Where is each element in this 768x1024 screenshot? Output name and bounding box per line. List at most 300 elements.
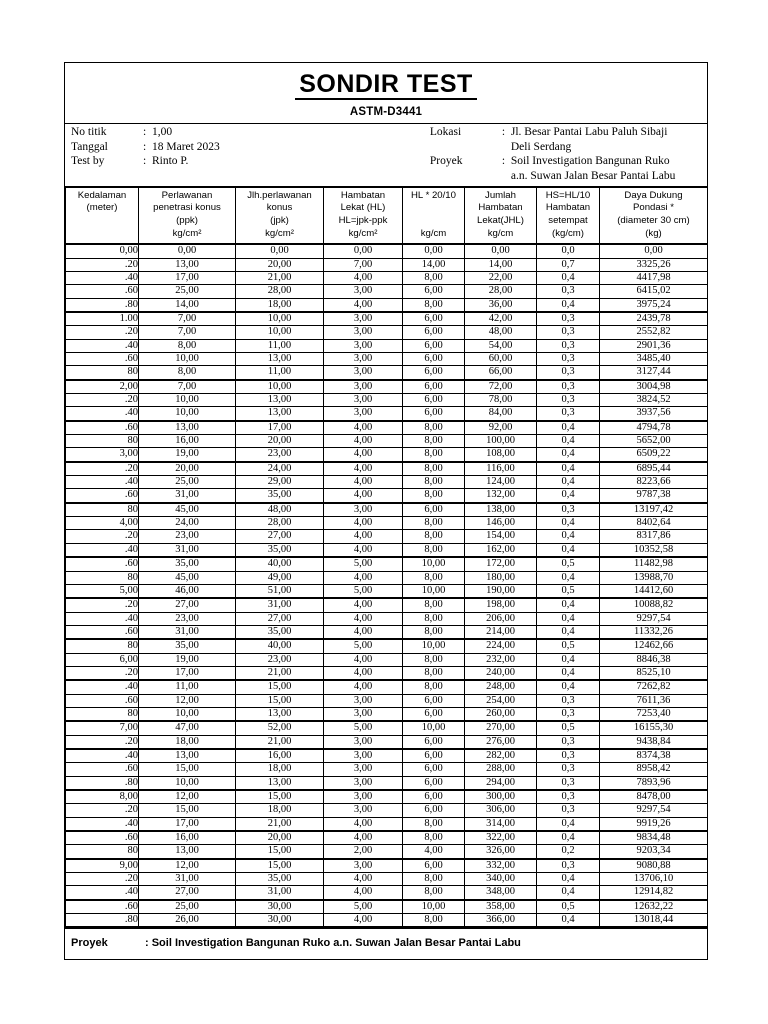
cell-jpk: 21,00 (236, 735, 324, 749)
cell-jpk: 16,00 (236, 749, 324, 763)
cell-ppk: 12,00 (139, 859, 236, 873)
table-row (66, 914, 708, 928)
table-row (66, 339, 708, 352)
cell-ppk: 25,00 (139, 900, 236, 914)
column-header-line: Jumlah (485, 189, 516, 201)
cell-jhl: 60,00 (465, 353, 537, 366)
cell-jpk: 18,00 (236, 298, 324, 312)
cell-ddp: 16155,30 (600, 721, 708, 735)
cell-jpk: 48,00 (236, 503, 324, 517)
cell-ddp: 3975,24 (600, 298, 708, 312)
column-header-7 (600, 187, 708, 244)
sondir-test-document (64, 62, 708, 960)
cell-jpk: 35,00 (236, 625, 324, 639)
cell-ddp: 12632,22 (600, 900, 708, 914)
meta-label (430, 170, 502, 185)
cell-depth: 0,00 (66, 244, 139, 258)
cell-ppk: 24,00 (139, 517, 236, 530)
cell-hs: 0,4 (537, 612, 600, 625)
cell-hl: 3,00 (324, 763, 403, 776)
cell-jhl: 294,00 (465, 776, 537, 790)
table-row (66, 721, 708, 735)
cell-hl: 3,00 (324, 312, 403, 326)
cell-hl: 4,00 (324, 476, 403, 489)
cell-depth: 4,00 (66, 517, 139, 530)
cell-jpk: 10,00 (236, 380, 324, 394)
cell-ddp: 12914,82 (600, 886, 708, 900)
cell-hs: 0,4 (537, 817, 600, 831)
meta-separator (502, 141, 511, 156)
cell-hl: 3,00 (324, 735, 403, 749)
column-header-line: HL * 20/10 (411, 189, 456, 201)
cell-ppk: 15,00 (139, 763, 236, 776)
cell-jpk: 11,00 (236, 339, 324, 352)
cell-depth: .40 (66, 680, 139, 694)
cell-ddp: 9297,54 (600, 612, 708, 625)
cell-ppk: 17,00 (139, 271, 236, 284)
cell-jhl: 288,00 (465, 763, 537, 776)
column-header-3 (324, 187, 403, 244)
cell-jpk: 35,00 (236, 489, 324, 503)
cell-depth: .20 (66, 326, 139, 339)
cell-hl: 5,00 (324, 721, 403, 735)
cell-depth: .40 (66, 543, 139, 557)
cell-ppk: 26,00 (139, 914, 236, 928)
cell-hl20: 8,00 (403, 598, 465, 612)
table-row (66, 298, 708, 312)
cell-ppk: 7,00 (139, 380, 236, 394)
cell-hl20: 6,00 (403, 707, 465, 721)
table-row (66, 776, 708, 790)
cell-hl20: 6,00 (403, 749, 465, 763)
cell-hs: 0,3 (537, 285, 600, 298)
cell-ddp: 3824,52 (600, 394, 708, 407)
cell-hl: 4,00 (324, 462, 403, 476)
cell-hl20: 8,00 (403, 530, 465, 543)
cell-hl20: 8,00 (403, 571, 465, 584)
cell-hs: 0,4 (537, 625, 600, 639)
cell-hl20: 10,00 (403, 584, 465, 598)
cell-jpk: 28,00 (236, 285, 324, 298)
cell-hs: 0,3 (537, 707, 600, 721)
cell-hl20: 8,00 (403, 448, 465, 462)
cell-ddp: 10088,82 (600, 598, 708, 612)
cell-ddp: 2439,78 (600, 312, 708, 326)
cell-depth: .60 (66, 625, 139, 639)
cell-ddp: 10352,58 (600, 543, 708, 557)
table-row (66, 421, 708, 435)
cell-jpk: 21,00 (236, 271, 324, 284)
cell-hl20: 6,00 (403, 394, 465, 407)
cell-ppk: 18,00 (139, 735, 236, 749)
cell-ddp: 8525,10 (600, 666, 708, 680)
cell-ppk: 10,00 (139, 776, 236, 790)
cell-jpk: 52,00 (236, 721, 324, 735)
cell-ddp: 3325,26 (600, 258, 708, 271)
cell-jhl: 172,00 (465, 557, 537, 571)
cell-jhl: 224,00 (465, 639, 537, 653)
cell-ddp: 7611,36 (600, 694, 708, 707)
metadata-block (65, 124, 707, 186)
column-header-line: HL=jpk-ppk (338, 214, 388, 226)
cell-hs: 0,5 (537, 721, 600, 735)
metadata-right-values (511, 126, 707, 184)
meta-label: Proyek (429, 155, 463, 168)
cell-jpk: 24,00 (236, 462, 324, 476)
cell-ddp: 7893,96 (600, 776, 708, 790)
cell-depth: 80 (66, 503, 139, 517)
meta-separator: : (143, 155, 147, 168)
cell-depth: 1.00 (66, 312, 139, 326)
cell-hl: 3,00 (324, 790, 403, 804)
cell-jhl: 22,00 (465, 271, 537, 284)
cell-hl: 4,00 (324, 435, 403, 448)
cell-hl: 3,00 (324, 380, 403, 394)
table-row (66, 625, 708, 639)
cell-hs: 0,3 (537, 394, 600, 407)
cell-hl20: 8,00 (403, 680, 465, 694)
cell-jhl: 348,00 (465, 886, 537, 900)
column-header-line: HS=HL/10 (545, 189, 591, 201)
cell-hl20: 6,00 (403, 776, 465, 790)
cell-jpk: 35,00 (236, 873, 324, 886)
cell-jhl: 146,00 (465, 517, 537, 530)
column-header-line: konus (266, 202, 293, 214)
column-header-line: kg/cm² (172, 227, 202, 239)
table-row (66, 380, 708, 394)
table-row (66, 763, 708, 776)
cell-ddp: 6509,22 (600, 448, 708, 462)
cell-ppk: 25,00 (139, 476, 236, 489)
cell-ppk: 19,00 (139, 653, 236, 666)
cell-hl20: 8,00 (403, 831, 465, 845)
cell-hl: 4,00 (324, 666, 403, 680)
cell-ppk: 45,00 (139, 503, 236, 517)
cell-jhl: 358,00 (465, 900, 537, 914)
cell-hl: 5,00 (324, 557, 403, 571)
cell-hs: 0,4 (537, 653, 600, 666)
cell-jpk: 18,00 (236, 763, 324, 776)
cell-hl: 4,00 (324, 271, 403, 284)
cell-hs: 0,4 (537, 666, 600, 680)
cell-jhl: 180,00 (465, 571, 537, 584)
cell-hl20: 0,00 (403, 244, 465, 258)
cell-hl20: 10,00 (403, 557, 465, 571)
cell-hl: 3,00 (324, 694, 403, 707)
cell-hs: 0,4 (537, 831, 600, 845)
cell-depth: 3,00 (66, 448, 139, 462)
table-row (66, 517, 708, 530)
cell-ppk: 0,00 (139, 244, 236, 258)
cell-jhl: 270,00 (465, 721, 537, 735)
cell-jhl: 366,00 (465, 914, 537, 928)
cell-hl: 2,00 (324, 845, 403, 859)
cell-hl20: 6,00 (403, 339, 465, 352)
cell-hl: 7,00 (324, 258, 403, 271)
cell-ddp: 4417,98 (600, 271, 708, 284)
column-header-line: Hambatan (545, 202, 591, 214)
cell-depth: 80 (66, 845, 139, 859)
cell-depth: 7,00 (66, 721, 139, 735)
table-row (66, 353, 708, 366)
column-header-line: kg/cm (420, 227, 447, 239)
cell-hl: 4,00 (324, 448, 403, 462)
cell-depth: .20 (66, 530, 139, 543)
cell-hl: 3,00 (324, 407, 403, 421)
cell-hl: 4,00 (324, 873, 403, 886)
cell-hl: 4,00 (324, 886, 403, 900)
cell-hl: 3,00 (324, 776, 403, 790)
column-header-1 (139, 187, 236, 244)
table-row (66, 557, 708, 571)
cell-hl20: 8,00 (403, 886, 465, 900)
cell-hl: 5,00 (324, 900, 403, 914)
cell-ppk: 13,00 (139, 845, 236, 859)
cell-ppk: 7,00 (139, 312, 236, 326)
meta-value: Soil Investigation Bangunan Ruko (510, 155, 670, 168)
table-header (66, 187, 708, 244)
cell-depth: .80 (66, 914, 139, 928)
meta-label: Lokasi (429, 126, 462, 139)
cell-jhl: 54,00 (465, 339, 537, 352)
cell-depth: .80 (66, 298, 139, 312)
cell-hs: 0,4 (537, 886, 600, 900)
table-row (66, 503, 708, 517)
cell-hs: 0,3 (537, 859, 600, 873)
cell-ddp: 2552,82 (600, 326, 708, 339)
column-header-line: (diameter 30 cm) (617, 214, 690, 226)
cell-hl20: 8,00 (403, 612, 465, 625)
cell-depth: 8,00 (66, 790, 139, 804)
column-header-line: setempat (548, 214, 588, 226)
cell-ppk: 12,00 (139, 694, 236, 707)
cell-jpk: 28,00 (236, 517, 324, 530)
cell-hs: 0,3 (537, 339, 600, 352)
cell-depth: .60 (66, 421, 139, 435)
cell-hl20: 8,00 (403, 462, 465, 476)
cell-hs: 0,5 (537, 584, 600, 598)
cell-hs: 0,4 (537, 421, 600, 435)
cell-hl20: 8,00 (403, 476, 465, 489)
cell-jhl: 42,00 (465, 312, 537, 326)
cell-jhl: 108,00 (465, 448, 537, 462)
column-header-line: (ppk) (176, 214, 198, 226)
cell-hl20: 6,00 (403, 326, 465, 339)
cell-depth: .40 (66, 271, 139, 284)
column-header-line: Perlawanan (161, 189, 213, 201)
cell-hl: 4,00 (324, 653, 403, 666)
cell-depth: 2,00 (66, 380, 139, 394)
cell-ddp: 8478,00 (600, 790, 708, 804)
cell-ppk: 31,00 (139, 873, 236, 886)
cell-depth: .20 (66, 598, 139, 612)
meta-label: Test by (71, 155, 105, 168)
table-row (66, 859, 708, 873)
meta-value: 1,00 (152, 126, 173, 139)
column-header-line: Lekat(JHL) (477, 214, 524, 226)
metadata-left-separators (143, 126, 152, 184)
cell-jhl: 190,00 (465, 584, 537, 598)
cell-ppk: 31,00 (139, 543, 236, 557)
cell-jhl: 240,00 (465, 666, 537, 680)
cell-jpk: 11,00 (236, 366, 324, 380)
cell-hl20: 6,00 (403, 694, 465, 707)
cell-ddp: 13706,10 (600, 873, 708, 886)
cell-jhl: 340,00 (465, 873, 537, 886)
footer-block (65, 928, 707, 959)
cell-depth: .20 (66, 258, 139, 271)
cell-hl: 4,00 (324, 625, 403, 639)
footer-value: : Soil Investigation Bangunan Ruko a.n. Suwan Jalan Besar Pantai Labu (145, 937, 521, 950)
cell-ddp: 8958,42 (600, 763, 708, 776)
table-header-row (66, 187, 708, 244)
cell-ddp: 9080,88 (600, 859, 708, 873)
column-header-line: Lekat (HL) (340, 202, 386, 214)
cell-hl: 3,00 (324, 749, 403, 763)
cell-ppk: 15,00 (139, 804, 236, 817)
cell-ppk: 10,00 (139, 407, 236, 421)
cell-hl: 4,00 (324, 421, 403, 435)
cell-hl20: 8,00 (403, 517, 465, 530)
cell-jpk: 40,00 (236, 557, 324, 571)
cell-depth: .60 (66, 285, 139, 298)
cell-depth: .60 (66, 831, 139, 845)
cell-ppk: 31,00 (139, 489, 236, 503)
cell-depth: 80 (66, 571, 139, 584)
cell-depth: .40 (66, 407, 139, 421)
cell-hs: 0,3 (537, 694, 600, 707)
table-row (66, 707, 708, 721)
column-header-2 (236, 187, 324, 244)
cell-jpk: 13,00 (236, 353, 324, 366)
cell-ddp: 9834,48 (600, 831, 708, 845)
column-header-line: Hambatan (478, 202, 523, 214)
cell-ppk: 16,00 (139, 435, 236, 448)
cell-jhl: 282,00 (465, 749, 537, 763)
cell-ddp: 8402,64 (600, 517, 708, 530)
cell-ppk: 31,00 (139, 625, 236, 639)
cell-ddp: 8317,86 (600, 530, 708, 543)
cell-hs: 0,4 (537, 517, 600, 530)
cell-hs: 0,3 (537, 776, 600, 790)
cell-hl: 4,00 (324, 831, 403, 845)
cell-jhl: 254,00 (465, 694, 537, 707)
meta-label: Tanggal (71, 140, 108, 153)
cell-jhl: 248,00 (465, 680, 537, 694)
cell-hl: 4,00 (324, 817, 403, 831)
cell-jhl: 306,00 (465, 804, 537, 817)
cell-hl20: 8,00 (403, 817, 465, 831)
meta-separator: : (501, 126, 506, 139)
cell-hl20: 8,00 (403, 873, 465, 886)
cell-hl: 4,00 (324, 530, 403, 543)
cell-hl20: 6,00 (403, 790, 465, 804)
table-row (66, 735, 708, 749)
cell-jpk: 23,00 (236, 653, 324, 666)
cell-jhl: 138,00 (465, 503, 537, 517)
cell-jhl: 326,00 (465, 845, 537, 859)
cell-depth: .40 (66, 817, 139, 831)
cell-ddp: 11482,98 (600, 557, 708, 571)
cell-depth: .40 (66, 612, 139, 625)
cell-hs: 0,7 (537, 258, 600, 271)
cell-jpk: 21,00 (236, 817, 324, 831)
cell-jhl: 198,00 (465, 598, 537, 612)
cell-depth: .60 (66, 694, 139, 707)
meta-separator: : (143, 140, 147, 153)
table-row (66, 394, 708, 407)
cell-ddp: 14412,60 (600, 584, 708, 598)
cell-hl20: 6,00 (403, 380, 465, 394)
cell-hl20: 8,00 (403, 543, 465, 557)
page-title: SONDIR TEST (295, 71, 477, 100)
table-row (66, 543, 708, 557)
metadata-right-labels (430, 126, 502, 184)
cell-ppk: 10,00 (139, 394, 236, 407)
table-row (66, 804, 708, 817)
cell-hs: 0,4 (537, 298, 600, 312)
column-header-line: kg/cm² (265, 227, 294, 239)
cell-ddp: 9438,84 (600, 735, 708, 749)
cell-ppk: 14,00 (139, 298, 236, 312)
cell-ddp: 8223,66 (600, 476, 708, 489)
cell-jpk: 15,00 (236, 859, 324, 873)
footer-label: Proyek (71, 937, 108, 950)
cell-hs: 0,4 (537, 530, 600, 543)
column-header-line: (meter) (86, 202, 118, 214)
cell-hs: 0,4 (537, 873, 600, 886)
cell-hs: 0,5 (537, 639, 600, 653)
cell-hs: 0,4 (537, 271, 600, 284)
table-row (66, 489, 708, 503)
cell-ddp: 7253,40 (600, 707, 708, 721)
table-row (66, 476, 708, 489)
table-row (66, 749, 708, 763)
cell-depth: .80 (66, 776, 139, 790)
cell-jpk: 30,00 (236, 914, 324, 928)
meta-value: a.n. Suwan Jalan Besar Pantai Labu (510, 170, 676, 183)
cell-depth: .40 (66, 476, 139, 489)
cell-jhl: 72,00 (465, 380, 537, 394)
table-row (66, 817, 708, 831)
cell-ddp: 5652,00 (600, 435, 708, 448)
cell-depth: .20 (66, 666, 139, 680)
cell-jpk: 15,00 (236, 694, 324, 707)
cell-ppk: 7,00 (139, 326, 236, 339)
cell-jpk: 20,00 (236, 258, 324, 271)
cell-hl20: 8,00 (403, 666, 465, 680)
table-row (66, 790, 708, 804)
table-row (66, 694, 708, 707)
table-row (66, 639, 708, 653)
table-row (66, 666, 708, 680)
column-header-0 (66, 187, 139, 244)
title-block (65, 63, 707, 124)
cell-hs: 0,3 (537, 326, 600, 339)
cell-hl20: 8,00 (403, 298, 465, 312)
sondir-data-table (65, 187, 708, 929)
table-row (66, 271, 708, 284)
cell-hl: 3,00 (324, 804, 403, 817)
cell-hl20: 4,00 (403, 845, 465, 859)
cell-ppk: 12,00 (139, 790, 236, 804)
cell-hl: 4,00 (324, 598, 403, 612)
cell-ddp: 7262,82 (600, 680, 708, 694)
cell-hs: 0,5 (537, 900, 600, 914)
meta-value: 18 Maret 2023 (152, 140, 220, 153)
cell-hs: 0,2 (537, 845, 600, 859)
cell-hl: 3,00 (324, 503, 403, 517)
